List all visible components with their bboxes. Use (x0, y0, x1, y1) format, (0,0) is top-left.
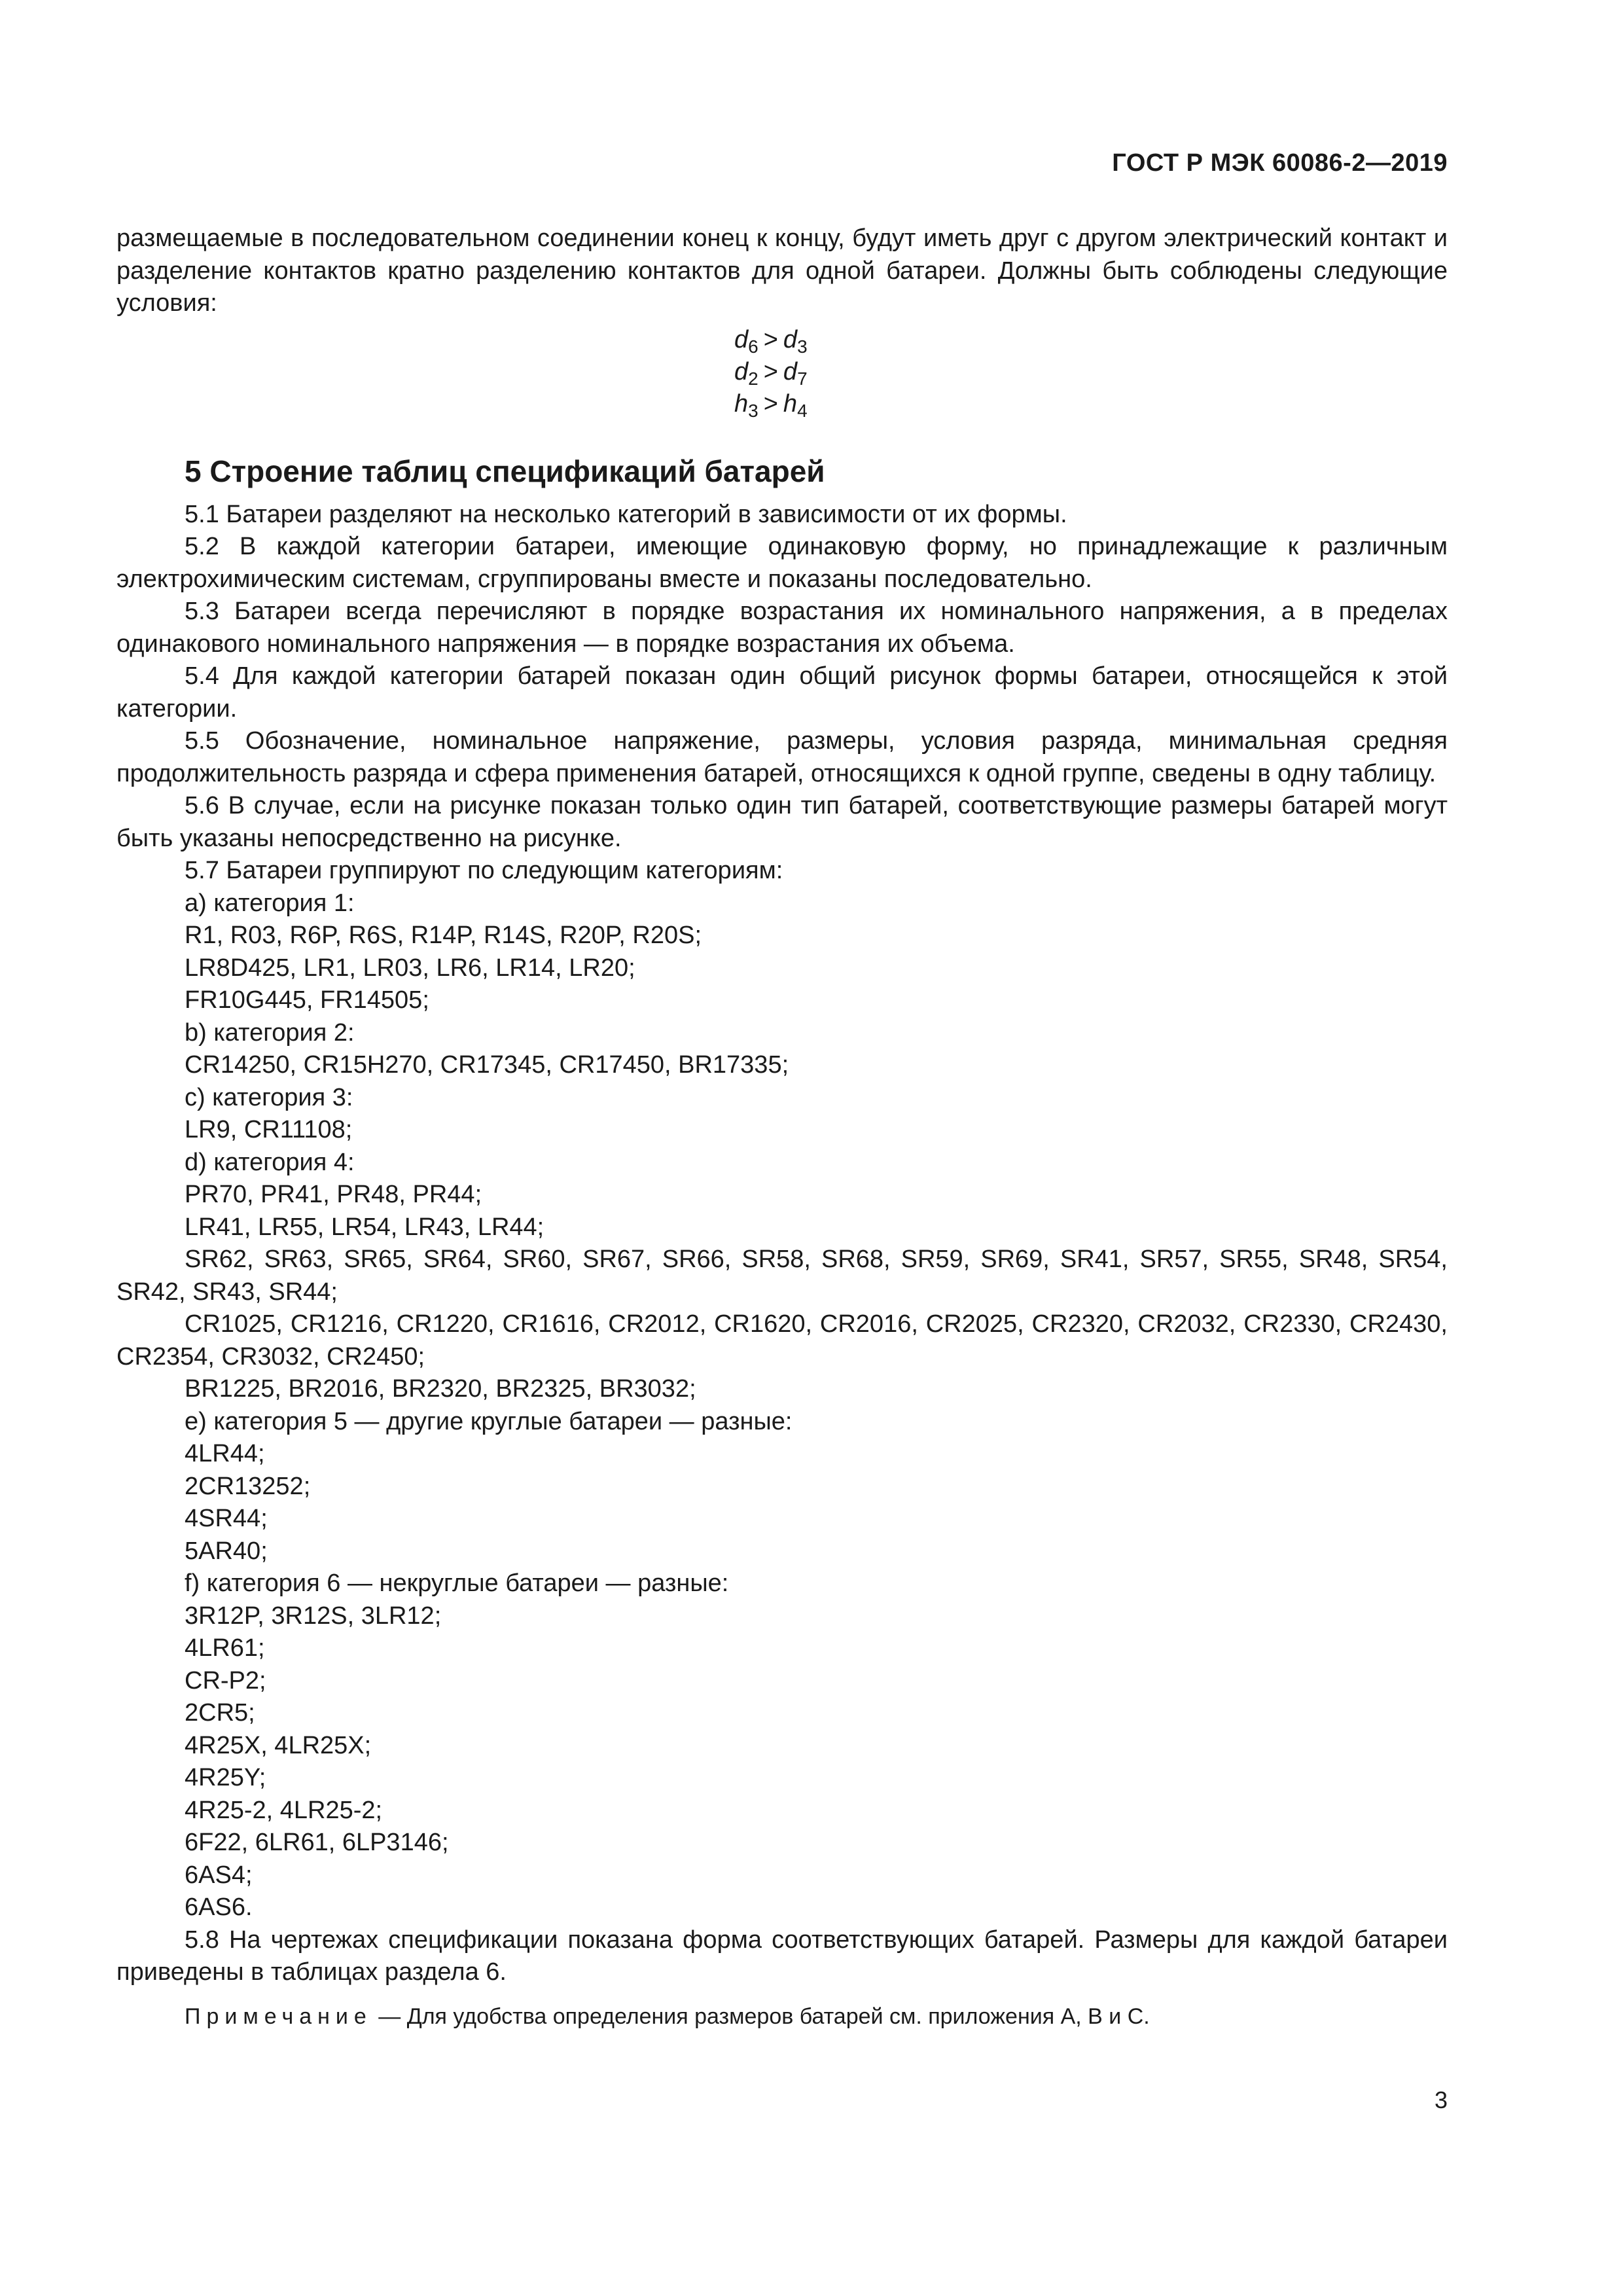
paragraph-5-5: 5.5 Обозначение, номинальное напряжение, размеры, условия разряда, минимальная средняя продолжительность разряда и сфера применения батарей, относящихся к одной группе, сведены в одну таблицу. (116, 727, 1448, 787)
document-code-header: ГОСТ Р МЭК 60086-2—2019 (1112, 149, 1448, 177)
category-line: BR1225, BR2016, BR2320, BR2325, BR3032; (185, 1375, 696, 1403)
category-line: R1, R03, R6P, R6S, R14P, R14S, R20P, R20S; (185, 922, 702, 949)
note (116, 2001, 1448, 2034)
category-line: 6AS4; (185, 1861, 253, 1889)
category-line: LR9, CR11108; (185, 1116, 353, 1143)
category-line: LR8D425, LR1, LR03, LR6, LR14, LR20; (185, 954, 635, 982)
category-line: FR10G445, FR14505; (185, 986, 429, 1014)
note-label: Примечание (185, 2003, 372, 2029)
category-wrapped-line: CR1025, CR1216, CR1220, CR1616, CR2012, CR1620, CR2016, CR2025, CR2320, CR2032, CR2330, CR2430, CR2354, CR3032, CR2450; (116, 1310, 1448, 1371)
category-line: c) категория 3: (185, 1083, 353, 1111)
category-line: 6AS6. (185, 1893, 253, 1921)
category-line: e) категория 5 — другие круглые батареи — разные: (185, 1407, 793, 1435)
paragraph-5-3: 5.3 Батареи всегда перечисляют в порядке возрастания их номинального напряжения, а в пределах одинакового номинального напряжения — в порядке возрастания их объема. (116, 598, 1448, 658)
category-line: 2CR5; (185, 1699, 255, 1727)
category-line: d) категория 4: (185, 1148, 355, 1176)
formula-line: $d_6 > d_3$ (734, 325, 808, 357)
paragraph-5-6: 5.6 В случае, если на рисунке показан только один тип батарей, соответствующие размеры батарей могут быть указаны непосредственно на рисунке. (116, 792, 1448, 852)
category-line: 4R25-2, 4LR25-2; (185, 1796, 383, 1824)
category-line: PR70, PR41, PR48, PR44; (185, 1181, 482, 1208)
category-line: f) категория 6 — некруглые батареи — разные: (185, 1570, 729, 1597)
formula-line: $d_2 > d_7$ (734, 357, 808, 389)
paragraph-5-2: 5.2 В каждой категории батареи, имеющие одинаковую форму, но принадлежащие к различным электрохимическим системам, сгруппированы вместе и показаны последовательно. (116, 533, 1448, 593)
page-number: 3 (1434, 2087, 1448, 2113)
category-line: CR14250, CR15H270, CR17345, CR17450, BR17335; (185, 1051, 789, 1079)
category-line: 2CR13252; (185, 1472, 311, 1500)
category-line: 4LR61; (185, 1634, 265, 1662)
category-line: CR-P2; (185, 1666, 266, 1695)
category-line: b) категория 2: (185, 1018, 355, 1047)
paragraph-5-8: 5.8 На чертежах спецификации показана форма соответствующих батарей. Размеры для каждой батареи приведены в таблицах раздела 6. (116, 1926, 1448, 1986)
paragraph-5-4: 5.4 Для каждой категории батарей показан один общий рисунок формы батареи, относящейся к этой категории. (116, 662, 1448, 723)
category-line: 6F22, 6LR61, 6LP3146; (185, 1829, 449, 1856)
intro-paragraph: размещаемые в последовательном соединении конец к концу, будут иметь друг с другом электрический контакт и разделение контактов кратно разделению контактов для одной батареи. Должны быть соблюдены следующие условия: (116, 224, 1448, 317)
note-text: — Для удобства определения размеров батарей см. приложения А, В и С. (372, 2003, 1150, 2029)
category-wrapped-line: SR62, SR63, SR65, SR64, SR60, SR67, SR66, SR58, SR68, SR59, SR69, SR41, SR57, SR55, SR48, SR54, SR42, SR43, SR44; (116, 1246, 1448, 1306)
category-line: a) категория 1: (185, 889, 355, 917)
category-line: 4R25X, 4LR25X; (185, 1731, 372, 1759)
formula-block (116, 324, 1448, 420)
page-content (116, 223, 1448, 2033)
category-line: 3R12P, 3R12S, 3LR12; (185, 1602, 442, 1630)
paragraph-5-7: 5.7 Батареи группируют по следующим категориям: (185, 857, 783, 884)
category-line: 4R25Y; (185, 1764, 266, 1791)
paragraph-5-1: 5.1 Батареи разделяют на несколько категорий в зависимости от их формы. (185, 500, 1067, 528)
section-title: 5 Строение таблиц спецификаций батарей (185, 454, 825, 488)
category-line: 4LR44; (185, 1440, 265, 1467)
category-line: 5AR40; (185, 1537, 268, 1565)
formula-line: $h_3 > h_4$ (734, 389, 808, 421)
category-line: 4SR44; (185, 1505, 268, 1532)
category-line: LR41, LR55, LR54, LR43, LR44; (185, 1213, 544, 1241)
